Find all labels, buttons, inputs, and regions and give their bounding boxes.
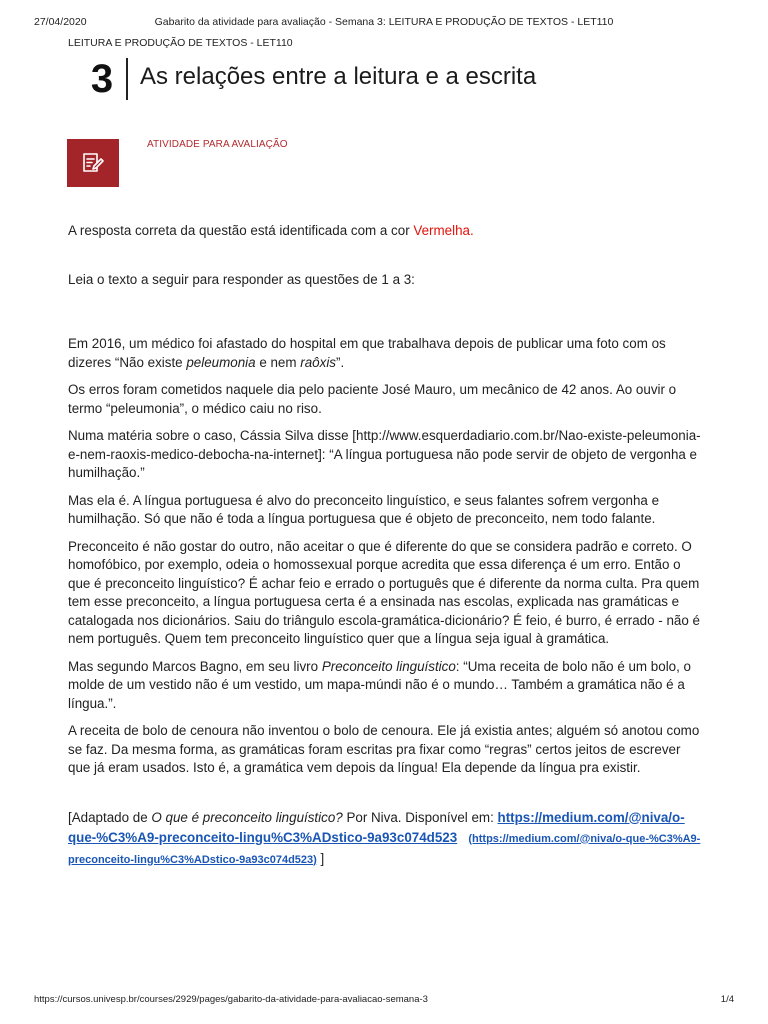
correct-color-highlight: Vermelha. [413, 223, 474, 238]
article-paragraph: Mas ela é. A língua portuguesa é alvo do preconceito linguístico, e seus falantes sofrem vergonha e humilhação. Só que não é toda a língua portuguesa que é objeto de preconceito, nem todo falante. [68, 492, 660, 526]
article-paragraph: A receita de bolo de cenoura não inventou o bolo de cenoura. Ele já existia antes; alguém só anotou como se faz. Da mesma forma, as gramáticas foram escritas pra fixar como “regras” certos jeitos de escrever que já eram usados. Isto é, a gramática vem depois da língua! Ela depende da língua pra existir. [68, 723, 700, 775]
intro-text: A resposta correta da questão está identificada com a cor Vermelha. [68, 223, 474, 238]
print-footer [34, 994, 734, 1005]
print-url: https://cursos.univesp.br/courses/2929/pages/gabarito-da-atividade-para-avaliacao-semana-3 [34, 994, 428, 1005]
article-paragraph: Mas segundo Marcos Bagno, em seu livro Preconceito linguístico: “Uma receita de bolo não é um bolo, o molde de um vestido não é um vestido, um mapa-múndi não é o mundo… Também a gramática não é a língua.”. [68, 658, 692, 711]
instruction-text: Leia o texto a seguir para responder as questões de 1 a 3: [68, 271, 415, 287]
source-link-parenthetical[interactable]: (https://medium.com/@niva/o-que-%C3%A9-preconceito-lingu%C3%ADstico-9a93c074d523) [68, 832, 701, 866]
page-number: 1/4 [720, 994, 734, 1005]
article-paragraph: Os erros foram cometidos naquele dia pelo paciente José Mauro, um mecânico de 42 anos. Ao ouvir o termo “peleumonia”, o médico caiu no riso. [68, 382, 677, 416]
source-link[interactable]: https://medium.com/@niva/o-que-%C3%A9-preconceito-lingu%C3%ADstico-9a93c074d523 [68, 809, 685, 845]
article-paragraph: Em 2016, um médico foi afastado do hospital em que trabalhava depois de publicar uma foto com os dizeres “Não existe peleumonia e nem raôxis”. [68, 336, 666, 370]
course-label: LEITURA E PRODUÇÃO DE TEXTOS - LET110 [68, 37, 293, 49]
article-paragraph: Preconceito é não gostar do outro, não aceitar o que é diferente do que se considera padrão e correto. O homofóbico, por exemplo, odeia o homossexual porque acredita que essa diferença é um erro. Então o que é preconceito linguístico? É achar feio e errado o português que é diferente da norma culta. Pra quem tem esse preconceito, a língua portuguesa certa é a ensinada nas escolas, explicada nas gramáticas e catalogada nos dicionários. Saiu do triângulo escola-gramática-dicionário? É feio, é burro, é errado - não é nem português. Quem tem preconceito linguístico quer que a língua seja igual à gramática. [68, 538, 700, 646]
week-title: As relações entre a leitura e a escrita [140, 63, 537, 90]
print-page-title: Gabarito da atividade para avaliação - Semana 3: LEITURA E PRODUÇÃO DE TEXTOS - LET110 [154, 16, 614, 28]
source-citation: [Adaptado de O que é preconceito linguístico? Por Niva. Disponível em: https://medium.com/@niva/o-que-%C3%A9-preconceito-lingu%C3%ADstico-9a93c074d523 (https://medium.com/@niva/o-que-%C3%A9-preconceito-lingu%C3%ADstico-9a93c074d523) ] [68, 809, 701, 866]
week-number: 3 [90, 57, 114, 101]
assignment-edit-icon [67, 139, 119, 187]
page-content [68, 222, 704, 879]
print-date: 27/04/2020 [34, 16, 87, 28]
print-header [34, 16, 734, 30]
article-paragraph: Numa matéria sobre o caso, Cássia Silva disse [http://www.esquerdadiario.com.br/Nao-existe-peleumonia-e-nem-raoxis-medico-debocha-na-internet]: “A língua portuguesa não pode servir de objeto de vergonha e humilhação.” [68, 428, 701, 480]
week-divider [126, 58, 128, 100]
activity-label: ATIVIDADE PARA AVALIAÇÃO [147, 139, 288, 150]
